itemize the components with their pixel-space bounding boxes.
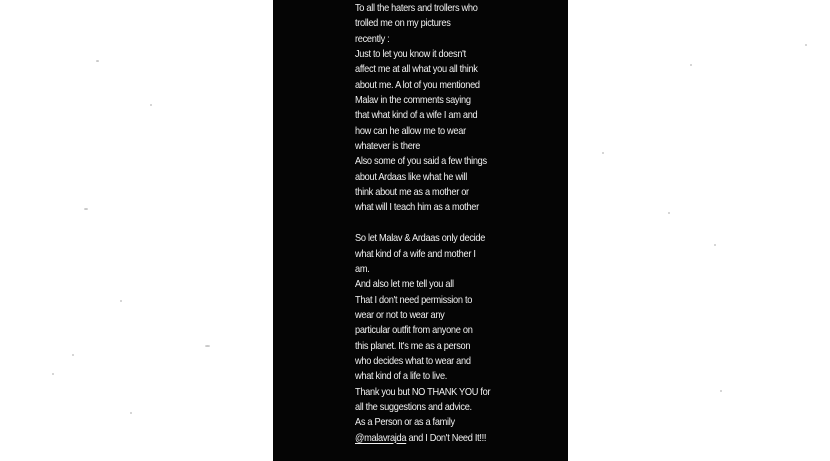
story-line: who decides what to wear and [355,354,471,367]
background-speck [690,64,692,66]
background-speck [150,104,152,106]
story-line: trolled me on my pictures [355,17,451,30]
background-speck [714,244,716,246]
story-line: how can he allow me to wear [355,124,466,137]
story-line: So let Malav & Ardaas only decide [355,232,486,245]
story-line: what will I teach him as a mother [355,201,479,214]
story-line: think about me as a mother or [355,186,469,199]
story-line: wear or not to wear any [355,308,445,321]
story-line: Just to let you know it doesn't [355,48,466,61]
story-line: whatever is there [355,140,421,153]
story-line: affect me at all what you all think [355,63,478,76]
story-line: what kind of a wife and mother I [355,247,476,260]
background-speck [72,354,74,356]
story-line: Also some of you said a few things [355,155,487,168]
story-line: Thank you but NO THANK YOU for [355,385,491,398]
background-speck [130,412,132,414]
story-line: am. [355,262,370,275]
background-speck [602,152,604,154]
mention-link[interactable]: @malavrajda [355,431,407,444]
background-speck [805,44,807,46]
story-line: recently : [355,32,390,45]
background-speck [668,212,670,214]
story-line: And also let me tell you all [355,278,454,291]
background-speck [52,373,54,375]
story-line: Malav in the comments saying [355,94,471,107]
background-speck [120,300,122,302]
story-line: That I don't need permission to [355,293,473,306]
story-line: As a Person or as a family [355,416,455,429]
story-line: that what kind of a wife I am and [355,109,478,122]
story-final-line [355,431,535,446]
background-speck [205,345,210,347]
story-text [355,1,535,446]
story-line: all the suggestions and advice. [355,400,472,413]
story-line: this planet. It's me as a person [355,339,471,352]
story-line: about me. A lot of you mentioned [355,78,480,91]
story-line: about Ardaas like what he will [355,170,467,183]
story-line: particular outfit from anyone on [355,324,473,337]
background-speck [720,390,722,392]
background-speck [96,60,99,62]
story-line: To all the haters and trollers who [355,2,478,14]
background-speck [84,208,88,210]
story-panel [273,0,568,461]
story-final-text: and I Don't Need It!!! [406,431,487,444]
story-line: what kind of a life to live. [355,370,448,383]
story-paragraph-break [355,216,535,231]
